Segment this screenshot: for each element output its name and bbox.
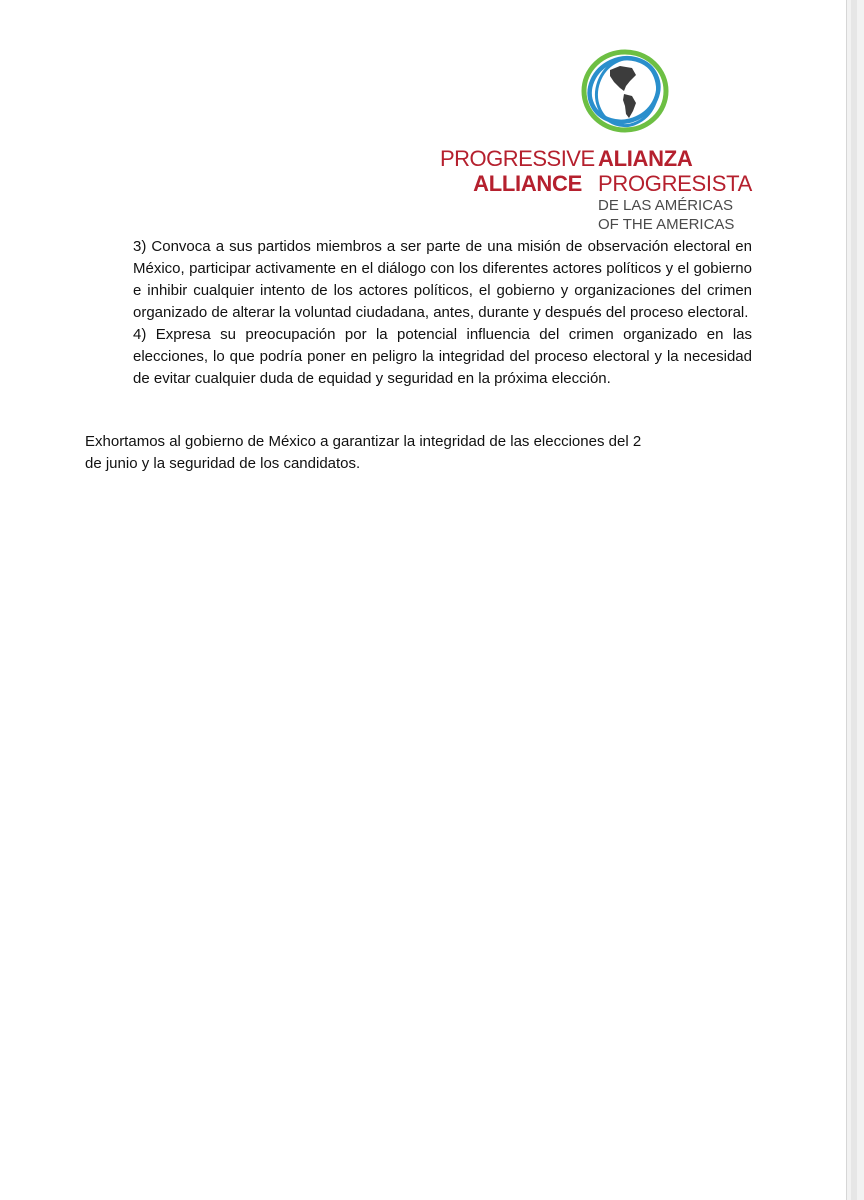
logo-of-the-americas: OF THE AMERICAS [598, 216, 735, 233]
scroll-edge [851, 0, 857, 1200]
closing-line-1: Exhortamos al gobierno de México a garantizar la integridad de las elecciones del 2 [85, 433, 642, 450]
logo-wordmark-english [440, 146, 595, 196]
logo-de-las-americas: DE LAS AMÉRICAS [598, 197, 734, 214]
closing-line-2: de junio y la seguridad de los candidatos. [85, 455, 361, 472]
logo-progresista: PROGRESISTA [598, 171, 752, 196]
resolution-item-3: 3) Convoca a sus partidos miembros a ser parte de una misión de observación electoral en México, participar activamente en el diálogo con los diferentes actores políticos y el gobierno e inhibir cualquier intento de los actores políticos, el gobierno y organizaciones del crimen organizado de alterar la voluntad ciudadana, antes, durante y después del proceso electoral. [133, 238, 752, 321]
logo-alianza: ALIANZA [598, 146, 693, 171]
globe-americas-icon [580, 48, 670, 134]
logo-alliance: ALLIANCE [473, 171, 582, 196]
resolution-items [133, 236, 752, 390]
closing-paragraph [85, 431, 725, 475]
logo-progressive: PROGRESSIVE [440, 146, 595, 171]
resolution-item-4: 4) Expresa su preocupación por la potencial influencia del crimen organizado en las elecciones, lo que podría poner en peligro la integridad del proceso electoral y la necesidad de evitar cualquier duda de equidad y seguridad en la próxima elección. [133, 326, 752, 387]
logo-wordmark-spanish [598, 146, 758, 234]
